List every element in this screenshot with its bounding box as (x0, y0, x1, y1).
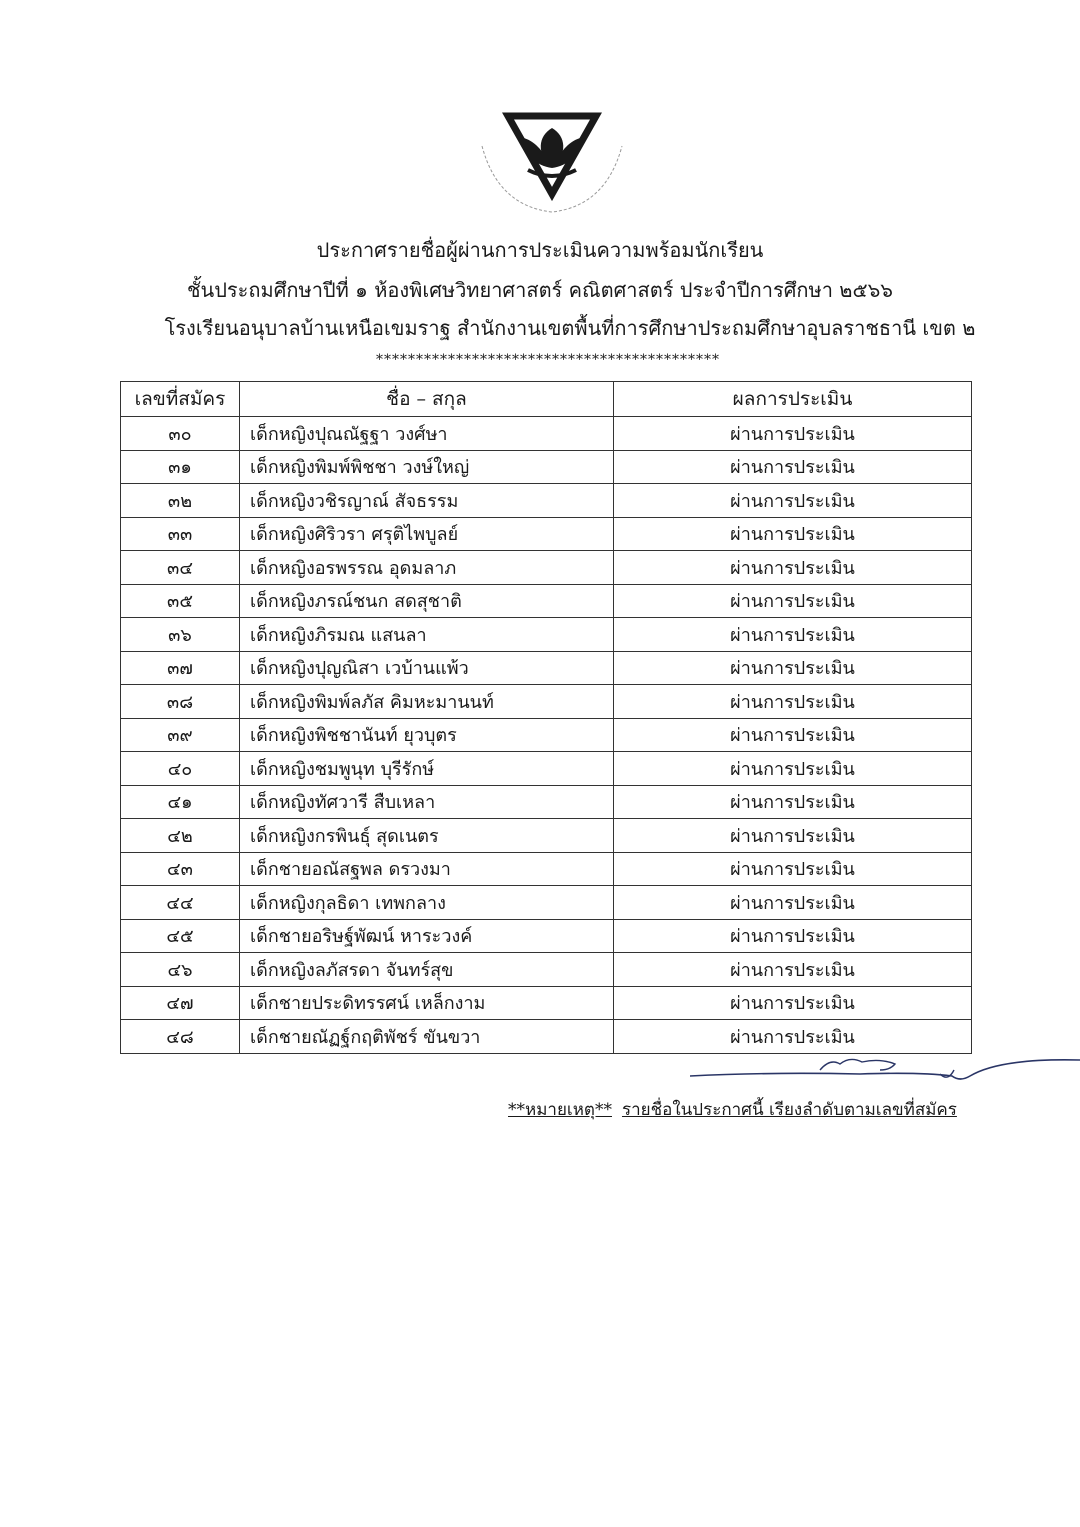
row-name: เด็กหญิงอรพรรณ อุดมลาภ (240, 551, 614, 585)
table-row (121, 450, 972, 484)
row-result: ผ่านการประเมิน (614, 886, 972, 920)
row-name: เด็กชายอณัสฐพล ดรวงมา (240, 852, 614, 886)
row-number: ๓๕ (121, 584, 240, 618)
results-table (120, 381, 972, 1054)
table-row (121, 819, 972, 853)
row-name: เด็กชายประดิทรรศน์ เหล็กงาม (240, 986, 614, 1020)
row-result: ผ่านการประเมิน (614, 450, 972, 484)
row-result: ผ่านการประเมิน (614, 785, 972, 819)
row-name: เด็กหญิงปุญณิสา เวบ้านแพ้ว (240, 651, 614, 685)
table-row (121, 986, 972, 1020)
row-name: เด็กหญิงพิมพ์พิชชา วงษ์ใหญ่ (240, 450, 614, 484)
row-number: ๔๘ (121, 1020, 240, 1054)
row-number: ๔๔ (121, 886, 240, 920)
school-name: โรงเรียนอนุบาลบ้านเหนือเขมราฐ สำนักงานเขตพื้นที่การศึกษาประถมศึกษาอุบลราชธานี เขต ๒ (164, 316, 976, 340)
row-name: เด็กหญิงภิรมณ แสนลา (240, 618, 614, 652)
row-result: ผ่านการประเมิน (614, 584, 972, 618)
row-number: ๓๙ (121, 718, 240, 752)
row-result: ผ่านการประเมิน (614, 986, 972, 1020)
row-number: ๔๐ (121, 752, 240, 786)
table-row (121, 417, 972, 451)
row-number: ๓๘ (121, 685, 240, 719)
signature-icon (690, 1048, 1080, 1092)
row-name: เด็กหญิงพิมพ์ลภัส คิมหะมานนท์ (240, 685, 614, 719)
announcement-title: ประกาศรายชื่อผู้ผ่านการประเมินความพร้อมนักเรียน (316, 238, 764, 262)
row-number: ๓๒ (121, 484, 240, 518)
row-name: เด็กหญิงลภัสรดา จันทร์สุข (240, 953, 614, 987)
table-row (121, 785, 972, 819)
row-result: ผ่านการประเมิน (614, 1020, 972, 1054)
row-number: ๓๔ (121, 551, 240, 585)
table-row (121, 752, 972, 786)
table-row (121, 953, 972, 987)
row-result: ผ่านการประเมิน (614, 953, 972, 987)
row-name: เด็กหญิงภรณ์ชนก สดสุชาติ (240, 584, 614, 618)
row-result: ผ่านการประเมิน (614, 484, 972, 518)
row-number: ๔๕ (121, 919, 240, 953)
footnote-label: **หมายเหตุ** (508, 1100, 612, 1120)
row-result: ผ่านการประเมิน (614, 417, 972, 451)
row-name: เด็กหญิงพิชชานันท์ ยุวบุตร (240, 718, 614, 752)
row-result: ผ่านการประเมิน (614, 718, 972, 752)
row-result: ผ่านการประเมิน (614, 685, 972, 719)
table-row (121, 584, 972, 618)
row-result: ผ่านการประเมิน (614, 852, 972, 886)
table-row (121, 685, 972, 719)
row-number: ๓๗ (121, 651, 240, 685)
table-row (121, 718, 972, 752)
row-name: เด็กหญิงศิริวรา ศรุติไพบูลย์ (240, 517, 614, 551)
row-number: ๔๒ (121, 819, 240, 853)
header-name: ชื่อ – สกุล (240, 382, 614, 417)
header-result: ผลการประเมิน (614, 382, 972, 417)
row-result: ผ่านการประเมิน (614, 919, 972, 953)
row-name: เด็กหญิงชมพูนุท บุรีรักษ์ (240, 752, 614, 786)
table-row (121, 551, 972, 585)
announcement-subtitle: ชั้นประถมศึกษาปีที่ ๑ ห้องพิเศษวิทยาศาสตร์ คณิตศาสตร์ ประจำปีการศึกษา ๒๕๖๖ (186, 278, 893, 302)
row-number: ๓๐ (121, 417, 240, 451)
row-result: ผ่านการประเมิน (614, 651, 972, 685)
table-row (121, 886, 972, 920)
row-result: ผ่านการประเมิน (614, 551, 972, 585)
footnote (508, 1096, 978, 1123)
table-header-row (121, 382, 972, 417)
row-result: ผ่านการประเมิน (614, 819, 972, 853)
row-name: เด็กหญิงกุลธิดา เทพกลาง (240, 886, 614, 920)
row-result: ผ่านการประเมิน (614, 752, 972, 786)
row-name: เด็กหญิงปุณณัฐฐา วงศ์ษา (240, 417, 614, 451)
table-row (121, 919, 972, 953)
table-row (121, 517, 972, 551)
row-number: ๔๗ (121, 986, 240, 1020)
row-name: เด็กหญิงทัศวารี สืบเหลา (240, 785, 614, 819)
row-name: เด็กหญิงวชิรญาณ์ สัจธรรม (240, 484, 614, 518)
row-number: ๔๓ (121, 852, 240, 886)
row-name: เด็กหญิงกรพินธุ์ สุดเนตร (240, 819, 614, 853)
row-result: ผ่านการประเมิน (614, 517, 972, 551)
table-row (121, 484, 972, 518)
footnote-text: รายชื่อในประกาศนี้ เรียงลำดับตามเลขที่สมัคร (621, 1100, 957, 1120)
row-name: เด็กชายอริษฐ์พัฒน์ หาระวงค์ (240, 919, 614, 953)
row-number: ๔๑ (121, 785, 240, 819)
row-name: เด็กชายณัฏฐ์กฤติพัชร์ ขันขวา (240, 1020, 614, 1054)
row-result: ผ่านการประเมิน (614, 618, 972, 652)
school-logo-icon (478, 108, 626, 220)
row-number: ๓๖ (121, 618, 240, 652)
row-number: ๔๖ (121, 953, 240, 987)
row-number: ๓๑ (121, 450, 240, 484)
table-row (121, 618, 972, 652)
header-number: เลขที่สมัคร (121, 382, 240, 417)
table-row (121, 852, 972, 886)
table-row (121, 651, 972, 685)
row-number: ๓๓ (121, 517, 240, 551)
separator: ******************************************* (376, 352, 720, 368)
